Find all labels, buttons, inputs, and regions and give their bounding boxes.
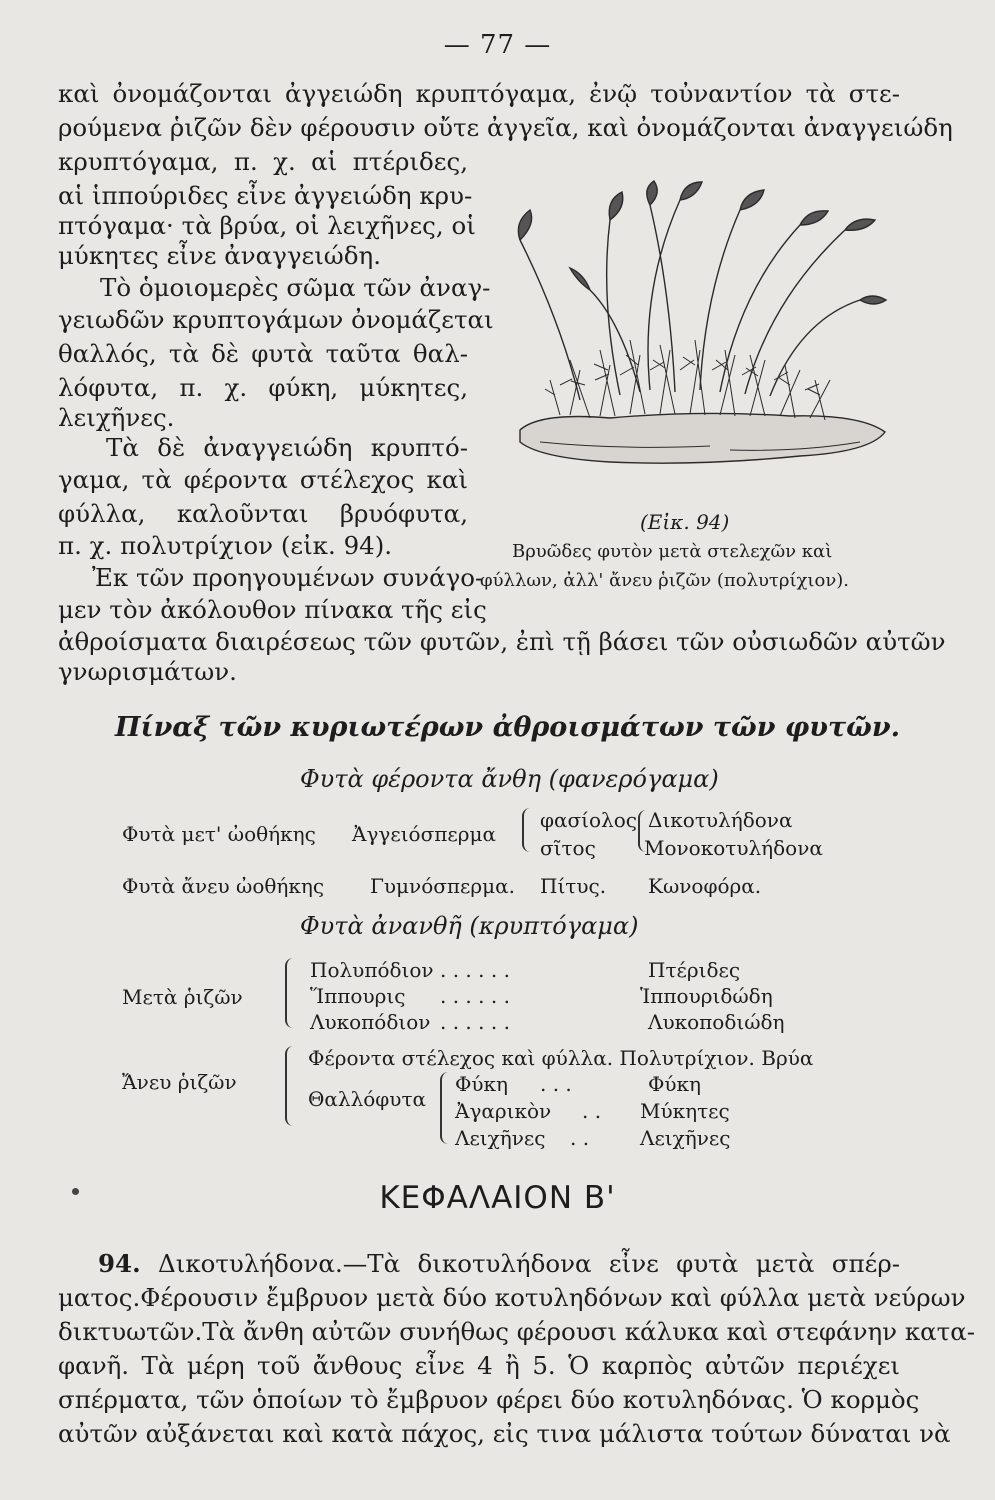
brace (285, 958, 297, 1028)
text-line: λειχῆνες. (58, 403, 175, 432)
section-line: ματος.Φέρουσιν ἔμβρυον μετὰ δύο κοτυληδόνων καὶ φύλλα μετὰ νεύρων (58, 1283, 966, 1312)
text-line: μεν τὸν ἀκόλουθον πίνακα τῆς εἰς (58, 595, 487, 624)
table-title: Πίναξ τῶν κυριωτέρων ἀθροισμάτων τῶν φυτῶν. (115, 712, 901, 743)
section-line: φανῆ. Τὰ μέρη τοῦ ἄνθους εἶνε 4 ἢ 5. Ὁ καρπὸς αὐτῶν περιέχει (58, 1351, 900, 1380)
stem-leaves-label: Φέροντα στέλεχος καὶ φύλλα. Πολυτρίχιον. Βρύα (308, 1046, 814, 1070)
figure-caption-line: Βρυῶδες φυτὸν μετὰ στελεχῶν καὶ (512, 541, 833, 562)
text-line: αἱ ἱππούριδες εἶνε ἀγγειώδη κρυ- (58, 181, 473, 210)
without-ovary-label: Φυτὰ ἄνευ ὠοθήκης (122, 874, 325, 898)
dots: . . . . . . (440, 984, 510, 1008)
dots: . . . . . . (440, 958, 510, 982)
brace (285, 1046, 297, 1126)
text-line: ρούμενα ῥιζῶν δὲν φέρουσιν οὔτε ἀγγεῖα, καὶ ὀνομάζονται ἀναγγειώδη (58, 113, 953, 142)
moss-illustration (500, 180, 895, 500)
text-line: Τὰ δὲ ἀναγγειώδη κρυπτό- (106, 433, 468, 462)
pterides-label: Πτέριδες (648, 958, 741, 982)
gymnosperms-label: Γυμνόσπερμα. (370, 874, 516, 898)
dots: . . (582, 1099, 602, 1123)
angiosperms-label: Ἀγγειόσπερμα (352, 822, 497, 846)
with-ovary-label: Φυτὰ μετ' ὠοθήκης (122, 822, 316, 846)
fykh2-label: Φύκη (648, 1072, 702, 1096)
text-line: μύκητες εἶνε ἀναγγειώδη. (58, 241, 381, 270)
text-line: καὶ ὀνομάζονται ἀγγειώδη κρυπτόγαμα, ἐνῷ τοὐναντίον τὰ στε- (58, 79, 900, 108)
text-line: γαμα, τὰ φέροντα στέλεχος καὶ (58, 465, 468, 494)
hippouris-label: Ἵππουρις (310, 984, 406, 1008)
fykh-label: Φύκη (455, 1072, 509, 1096)
brace (440, 1072, 450, 1144)
dots: . . . . . . (440, 1010, 510, 1034)
section-text: Δικοτυλήδονα.—Τὰ δικοτυλήδονα εἶνε φυτὰ μετὰ σπέρ- (158, 1249, 900, 1278)
thallophyta-label: Θαλλόφυτα (308, 1087, 427, 1111)
phanerogam-heading: Φυτὰ φέροντα ἄνθη (φανερόγαμα) (300, 765, 719, 793)
dots: . . (570, 1126, 590, 1150)
hippouridodi-label: Ἱππουριδώδη (640, 984, 773, 1008)
mykites-label: Μύκητες (640, 1099, 730, 1123)
text-line: λόφυτα, π. χ. φύκη, μύκητες, (58, 373, 468, 402)
text-line: κρυπτόγαμα, π. χ. αἱ πτέριδες, (58, 147, 468, 176)
dots: . . . (540, 1072, 572, 1096)
text-line: π. χ. πολυτρίχιον (εἰκ. 94). (58, 531, 393, 560)
cryptogam-heading: Φυτὰ ἀνανθῆ (κρυπτόγαμα) (300, 912, 639, 940)
pitys-label: Πίτυς. (540, 874, 607, 898)
without-roots-label: Ἄνευ ῥιζῶν (122, 1070, 237, 1094)
text-line: πτόγαμα· τὰ βρύα, οἱ λειχῆνες, οἱ (58, 211, 476, 240)
monocot-label: Μονοκοτυλήδονα (644, 836, 823, 860)
section-line: αὐτῶν αὐξάνεται καὶ κατὰ πάχος, εἰς τινα μάλιστα τούτων δύναται νὰ (58, 1419, 951, 1448)
section-line: σπέρματα, τῶν ὁποίων τὸ ἔμβρυον φέρει δύο κοτυληδόνας. Ὁ κορμὸς (58, 1385, 920, 1414)
section-line-first (98, 1249, 900, 1278)
sitos-label: σῖτος (540, 836, 596, 860)
with-roots-label: Μετὰ ῥιζῶν (122, 985, 243, 1009)
figure-caption-line: φύλλων, ἀλλ' ἄνευ ῥιζῶν (πολυτρίχιον). (480, 570, 850, 591)
figure-label: (Εἰκ. 94) (640, 510, 730, 534)
text-line: Ἐκ τῶν προηγουμένων συνάγο- (92, 563, 484, 592)
agarikon-label: Ἀγαρικὸν (455, 1099, 552, 1123)
text-line: ἀθροίσματα διαιρέσεως τῶν φυτῶν, ἐπὶ τῇ βάσει τῶν οὐσιωδῶν αὐτῶν (58, 627, 946, 656)
polypodion-label: Πολυπόδιον (310, 958, 434, 982)
lykopodion-label: Λυκοπόδιον (310, 1010, 431, 1034)
text-line: φύλλα, καλοῦνται βρυόφυτα, (58, 499, 468, 528)
text-line: Τὸ ὁμοιομερὲς σῶμα τῶν ἀναγ- (100, 273, 491, 302)
leichenes2-label: Λειχῆνες (640, 1126, 731, 1150)
dicot-label: Δικοτυλήδονα (648, 808, 793, 832)
text-line: γειωδῶν κρυπτογάμων ὀνομάζεται (58, 305, 494, 334)
text-line: θαλλός, τὰ δὲ φυτὰ ταῦτα θαλ- (58, 339, 468, 368)
section-line: δικτυωτῶν.Τὰ ἄνθη αὐτῶν συνήθως φέρουσι κάλυκα καὶ στεφάνην κατα- (58, 1317, 976, 1346)
fasolos-label: φασίολος (540, 808, 637, 832)
page-number: — 77 — (443, 30, 552, 60)
text-line: γνωρισμάτων. (58, 657, 237, 686)
brace (522, 808, 532, 852)
leichenes-label: Λειχῆνες (455, 1126, 546, 1150)
lykopodiodi-label: Λυκοποδιώδη (648, 1010, 785, 1034)
conifers-label: Κωνοφόρα. (648, 874, 762, 898)
chapter-heading: ΚΕΦΑΛΑΙΟΝ Β' (379, 1180, 616, 1216)
section-number: 94. (98, 1249, 141, 1278)
